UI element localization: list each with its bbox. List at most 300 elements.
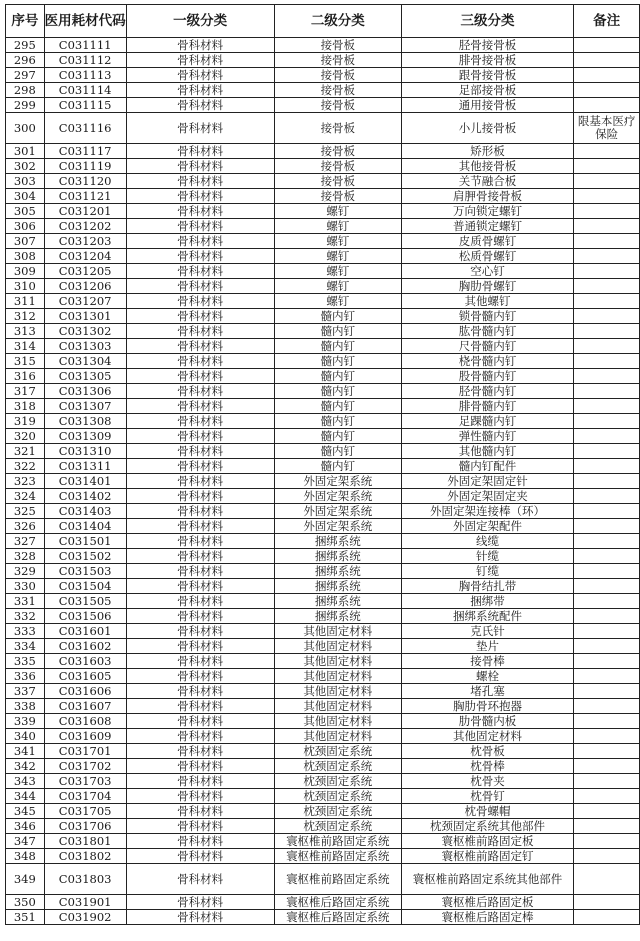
table-row bbox=[6, 519, 640, 534]
cell-seq: 343 bbox=[6, 774, 45, 789]
cell-code: C031120 bbox=[44, 174, 126, 189]
cell-level3: 外固定架固定针 bbox=[401, 474, 573, 489]
cell-level2: 外固定架系统 bbox=[274, 474, 401, 489]
cell-remark bbox=[574, 669, 640, 684]
consumables-classification-table bbox=[5, 4, 640, 925]
cell-code: C031705 bbox=[44, 804, 126, 819]
cell-level3: 肋骨髓内板 bbox=[401, 714, 573, 729]
cell-remark bbox=[574, 204, 640, 219]
cell-level1: 骨科材料 bbox=[126, 189, 274, 204]
cell-level1: 骨科材料 bbox=[126, 38, 274, 53]
cell-code: C031115 bbox=[44, 98, 126, 113]
cell-seq: 336 bbox=[6, 669, 45, 684]
cell-level3: 矫形板 bbox=[401, 144, 573, 159]
cell-seq: 317 bbox=[6, 384, 45, 399]
cell-level3: 肱骨髓内钉 bbox=[401, 324, 573, 339]
cell-code: C031702 bbox=[44, 759, 126, 774]
table-row bbox=[6, 474, 640, 489]
cell-level1: 骨科材料 bbox=[126, 849, 274, 864]
cell-level2: 捆绑系统 bbox=[274, 549, 401, 564]
cell-level1: 骨科材料 bbox=[126, 294, 274, 309]
cell-remark bbox=[574, 895, 640, 910]
table-row bbox=[6, 369, 640, 384]
cell-level2: 髓内钉 bbox=[274, 414, 401, 429]
cell-level2: 髓内钉 bbox=[274, 399, 401, 414]
cell-level1: 骨科材料 bbox=[126, 654, 274, 669]
cell-code: C031201 bbox=[44, 204, 126, 219]
cell-code: C031403 bbox=[44, 504, 126, 519]
cell-code: C031205 bbox=[44, 264, 126, 279]
cell-code: C031505 bbox=[44, 594, 126, 609]
cell-level3: 捆绑系统配件 bbox=[401, 609, 573, 624]
cell-level3: 胫骨髓内钉 bbox=[401, 384, 573, 399]
table-row bbox=[6, 759, 640, 774]
cell-level1: 骨科材料 bbox=[126, 744, 274, 759]
cell-level2: 外固定架系统 bbox=[274, 489, 401, 504]
cell-seq: 351 bbox=[6, 910, 45, 925]
cell-level2: 髓内钉 bbox=[274, 354, 401, 369]
cell-level2: 螺钉 bbox=[274, 264, 401, 279]
cell-remark bbox=[574, 504, 640, 519]
cell-level1: 骨科材料 bbox=[126, 113, 274, 144]
cell-remark bbox=[574, 714, 640, 729]
cell-level2: 枕颈固定系统 bbox=[274, 759, 401, 774]
table-row bbox=[6, 234, 640, 249]
cell-code: C031304 bbox=[44, 354, 126, 369]
cell-seq: 326 bbox=[6, 519, 45, 534]
cell-remark bbox=[574, 234, 640, 249]
cell-level1: 骨科材料 bbox=[126, 684, 274, 699]
cell-remark bbox=[574, 564, 640, 579]
cell-level3: 皮质骨螺钉 bbox=[401, 234, 573, 249]
cell-code: C031202 bbox=[44, 219, 126, 234]
cell-level3: 针缆 bbox=[401, 549, 573, 564]
cell-code: C031802 bbox=[44, 849, 126, 864]
cell-seq: 302 bbox=[6, 159, 45, 174]
cell-level2: 螺钉 bbox=[274, 234, 401, 249]
header-level1: 一级分类 bbox=[126, 5, 274, 38]
cell-code: C031605 bbox=[44, 669, 126, 684]
table-row bbox=[6, 714, 640, 729]
cell-level3: 足踝髓内钉 bbox=[401, 414, 573, 429]
cell-remark bbox=[574, 849, 640, 864]
cell-remark bbox=[574, 459, 640, 474]
cell-level2: 寰枢椎前路固定系统 bbox=[274, 864, 401, 895]
cell-level3: 胸骨结扎带 bbox=[401, 579, 573, 594]
cell-remark bbox=[574, 759, 640, 774]
cell-level2: 髓内钉 bbox=[274, 429, 401, 444]
cell-code: C031303 bbox=[44, 339, 126, 354]
cell-level3: 寰枢椎后路固定棒 bbox=[401, 910, 573, 925]
cell-level3: 外固定架配件 bbox=[401, 519, 573, 534]
cell-level1: 骨科材料 bbox=[126, 309, 274, 324]
cell-level2: 外固定架系统 bbox=[274, 504, 401, 519]
cell-level3: 枕骨棒 bbox=[401, 759, 573, 774]
cell-level3: 枕骨螺帽 bbox=[401, 804, 573, 819]
cell-seq: 303 bbox=[6, 174, 45, 189]
cell-level1: 骨科材料 bbox=[126, 759, 274, 774]
cell-seq: 318 bbox=[6, 399, 45, 414]
cell-level3: 腓骨接骨板 bbox=[401, 53, 573, 68]
cell-code: C031111 bbox=[44, 38, 126, 53]
cell-remark bbox=[574, 159, 640, 174]
cell-level1: 骨科材料 bbox=[126, 774, 274, 789]
cell-remark bbox=[574, 744, 640, 759]
cell-code: C031121 bbox=[44, 189, 126, 204]
cell-level1: 骨科材料 bbox=[126, 669, 274, 684]
cell-level1: 骨科材料 bbox=[126, 579, 274, 594]
cell-level2: 枕颈固定系统 bbox=[274, 744, 401, 759]
cell-seq: 344 bbox=[6, 789, 45, 804]
cell-level3: 普通锁定螺钉 bbox=[401, 219, 573, 234]
cell-level3: 足部接骨板 bbox=[401, 83, 573, 98]
cell-level1: 骨科材料 bbox=[126, 234, 274, 249]
cell-level1: 骨科材料 bbox=[126, 204, 274, 219]
cell-code: C031503 bbox=[44, 564, 126, 579]
cell-level1: 骨科材料 bbox=[126, 624, 274, 639]
header-remark: 备注 bbox=[574, 5, 640, 38]
cell-level3: 关节融合板 bbox=[401, 174, 573, 189]
cell-seq: 300 bbox=[6, 113, 45, 144]
cell-level2: 接骨板 bbox=[274, 144, 401, 159]
cell-remark bbox=[574, 219, 640, 234]
cell-code: C031703 bbox=[44, 774, 126, 789]
cell-level2: 螺钉 bbox=[274, 294, 401, 309]
cell-level1: 骨科材料 bbox=[126, 474, 274, 489]
table-row bbox=[6, 429, 640, 444]
cell-remark bbox=[574, 804, 640, 819]
cell-level3: 枕骨夹 bbox=[401, 774, 573, 789]
table-row bbox=[6, 444, 640, 459]
cell-level3: 桡骨髓内钉 bbox=[401, 354, 573, 369]
cell-level1: 骨科材料 bbox=[126, 159, 274, 174]
cell-level2: 接骨板 bbox=[274, 113, 401, 144]
cell-level2: 其他固定材料 bbox=[274, 654, 401, 669]
cell-code: C031114 bbox=[44, 83, 126, 98]
cell-level1: 骨科材料 bbox=[126, 789, 274, 804]
cell-remark: 限基本医疗保险 bbox=[574, 113, 640, 144]
cell-code: C031706 bbox=[44, 819, 126, 834]
cell-seq: 301 bbox=[6, 144, 45, 159]
cell-remark bbox=[574, 339, 640, 354]
cell-level2: 髓内钉 bbox=[274, 384, 401, 399]
header-code: 医用耗材代码 bbox=[44, 5, 126, 38]
cell-code: C031203 bbox=[44, 234, 126, 249]
cell-level1: 骨科材料 bbox=[126, 564, 274, 579]
cell-seq: 299 bbox=[6, 98, 45, 113]
cell-code: C031119 bbox=[44, 159, 126, 174]
cell-level2: 接骨板 bbox=[274, 83, 401, 98]
table-row bbox=[6, 895, 640, 910]
table-row bbox=[6, 279, 640, 294]
cell-level1: 骨科材料 bbox=[126, 609, 274, 624]
header-level2: 二级分类 bbox=[274, 5, 401, 38]
cell-remark bbox=[574, 639, 640, 654]
cell-remark bbox=[574, 294, 640, 309]
cell-remark bbox=[574, 249, 640, 264]
cell-code: C031602 bbox=[44, 639, 126, 654]
cell-code: C031309 bbox=[44, 429, 126, 444]
cell-level2: 捆绑系统 bbox=[274, 594, 401, 609]
cell-level1: 骨科材料 bbox=[126, 519, 274, 534]
cell-seq: 308 bbox=[6, 249, 45, 264]
table-row bbox=[6, 309, 640, 324]
cell-level1: 骨科材料 bbox=[126, 534, 274, 549]
cell-level1: 骨科材料 bbox=[126, 459, 274, 474]
cell-level2: 寰枢椎后路固定系统 bbox=[274, 895, 401, 910]
cell-seq: 346 bbox=[6, 819, 45, 834]
cell-level3: 万向锁定螺钉 bbox=[401, 204, 573, 219]
cell-remark bbox=[574, 684, 640, 699]
cell-level3: 外固定架连接棒（环） bbox=[401, 504, 573, 519]
table-row bbox=[6, 264, 640, 279]
cell-seq: 340 bbox=[6, 729, 45, 744]
cell-level1: 骨科材料 bbox=[126, 219, 274, 234]
cell-level3: 寰枢椎后路固定板 bbox=[401, 895, 573, 910]
table-row bbox=[6, 399, 640, 414]
cell-level2: 其他固定材料 bbox=[274, 714, 401, 729]
table-row bbox=[6, 174, 640, 189]
table-row bbox=[6, 774, 640, 789]
table-row bbox=[6, 804, 640, 819]
table-row bbox=[6, 249, 640, 264]
cell-code: C031504 bbox=[44, 579, 126, 594]
table-row bbox=[6, 414, 640, 429]
cell-remark bbox=[574, 144, 640, 159]
cell-seq: 342 bbox=[6, 759, 45, 774]
table-row bbox=[6, 684, 640, 699]
cell-level3: 枕颈固定系统其他部件 bbox=[401, 819, 573, 834]
cell-code: C031306 bbox=[44, 384, 126, 399]
cell-seq: 328 bbox=[6, 549, 45, 564]
cell-code: C031901 bbox=[44, 895, 126, 910]
cell-remark bbox=[574, 819, 640, 834]
cell-level1: 骨科材料 bbox=[126, 714, 274, 729]
table-row bbox=[6, 744, 640, 759]
table-row bbox=[6, 68, 640, 83]
table-row bbox=[6, 594, 640, 609]
cell-code: C031112 bbox=[44, 53, 126, 68]
cell-level2: 捆绑系统 bbox=[274, 534, 401, 549]
cell-level1: 骨科材料 bbox=[126, 53, 274, 68]
table-row bbox=[6, 564, 640, 579]
cell-code: C031207 bbox=[44, 294, 126, 309]
cell-level2: 髓内钉 bbox=[274, 324, 401, 339]
cell-seq: 338 bbox=[6, 699, 45, 714]
cell-level3: 垫片 bbox=[401, 639, 573, 654]
cell-level3: 外固定架固定夹 bbox=[401, 489, 573, 504]
cell-level1: 骨科材料 bbox=[126, 279, 274, 294]
table-row bbox=[6, 384, 640, 399]
cell-level1: 骨科材料 bbox=[126, 369, 274, 384]
header-seq: 序号 bbox=[6, 5, 45, 38]
cell-level2: 接骨板 bbox=[274, 53, 401, 68]
cell-seq: 297 bbox=[6, 68, 45, 83]
cell-seq: 347 bbox=[6, 834, 45, 849]
cell-level3: 小儿接骨板 bbox=[401, 113, 573, 144]
cell-code: C031117 bbox=[44, 144, 126, 159]
cell-seq: 316 bbox=[6, 369, 45, 384]
table-row bbox=[6, 204, 640, 219]
cell-remark bbox=[574, 609, 640, 624]
cell-level2: 捆绑系统 bbox=[274, 609, 401, 624]
cell-code: C031704 bbox=[44, 789, 126, 804]
cell-level1: 骨科材料 bbox=[126, 98, 274, 113]
cell-level1: 骨科材料 bbox=[126, 864, 274, 895]
cell-seq: 307 bbox=[6, 234, 45, 249]
header-level3: 三级分类 bbox=[401, 5, 573, 38]
table-row bbox=[6, 789, 640, 804]
cell-code: C031307 bbox=[44, 399, 126, 414]
table-row bbox=[6, 53, 640, 68]
cell-level2: 接骨板 bbox=[274, 38, 401, 53]
cell-code: C031607 bbox=[44, 699, 126, 714]
cell-level2: 捆绑系统 bbox=[274, 564, 401, 579]
cell-seq: 315 bbox=[6, 354, 45, 369]
table-row bbox=[6, 849, 640, 864]
cell-remark bbox=[574, 279, 640, 294]
cell-level3: 胸肋骨环抱器 bbox=[401, 699, 573, 714]
table-row bbox=[6, 98, 640, 113]
table-row bbox=[6, 83, 640, 98]
cell-level3: 胸肋骨螺钉 bbox=[401, 279, 573, 294]
cell-level3: 松质骨螺钉 bbox=[401, 249, 573, 264]
table-row bbox=[6, 339, 640, 354]
cell-remark bbox=[574, 699, 640, 714]
cell-remark bbox=[574, 489, 640, 504]
cell-seq: 304 bbox=[6, 189, 45, 204]
cell-level2: 螺钉 bbox=[274, 219, 401, 234]
cell-level1: 骨科材料 bbox=[126, 264, 274, 279]
cell-level1: 骨科材料 bbox=[126, 354, 274, 369]
table-row bbox=[6, 654, 640, 669]
cell-level3: 堵孔塞 bbox=[401, 684, 573, 699]
table-row bbox=[6, 489, 640, 504]
cell-level1: 骨科材料 bbox=[126, 834, 274, 849]
cell-level1: 骨科材料 bbox=[126, 324, 274, 339]
cell-level2: 接骨板 bbox=[274, 174, 401, 189]
cell-code: C031801 bbox=[44, 834, 126, 849]
cell-seq: 296 bbox=[6, 53, 45, 68]
cell-remark bbox=[574, 534, 640, 549]
cell-remark bbox=[574, 579, 640, 594]
cell-level3: 空心钉 bbox=[401, 264, 573, 279]
cell-level1: 骨科材料 bbox=[126, 895, 274, 910]
cell-level3: 其他髓内钉 bbox=[401, 444, 573, 459]
cell-level2: 接骨板 bbox=[274, 68, 401, 83]
table-row bbox=[6, 504, 640, 519]
cell-level2: 接骨板 bbox=[274, 189, 401, 204]
cell-level3: 髓内钉配件 bbox=[401, 459, 573, 474]
cell-level1: 骨科材料 bbox=[126, 549, 274, 564]
cell-level3: 枕骨钉 bbox=[401, 789, 573, 804]
cell-level3: 锁骨髓内钉 bbox=[401, 309, 573, 324]
cell-code: C031308 bbox=[44, 414, 126, 429]
cell-remark bbox=[574, 834, 640, 849]
cell-level1: 骨科材料 bbox=[126, 489, 274, 504]
cell-remark bbox=[574, 53, 640, 68]
cell-remark bbox=[574, 83, 640, 98]
cell-level1: 骨科材料 bbox=[126, 804, 274, 819]
cell-remark bbox=[574, 309, 640, 324]
cell-seq: 332 bbox=[6, 609, 45, 624]
cell-remark bbox=[574, 384, 640, 399]
table-row bbox=[6, 864, 640, 895]
cell-remark bbox=[574, 264, 640, 279]
cell-level1: 骨科材料 bbox=[126, 339, 274, 354]
cell-code: C031701 bbox=[44, 744, 126, 759]
cell-seq: 348 bbox=[6, 849, 45, 864]
cell-code: C031301 bbox=[44, 309, 126, 324]
cell-remark bbox=[574, 399, 640, 414]
table-row bbox=[6, 609, 640, 624]
cell-level1: 骨科材料 bbox=[126, 910, 274, 925]
cell-code: C031113 bbox=[44, 68, 126, 83]
cell-code: C031902 bbox=[44, 910, 126, 925]
classification-table-container bbox=[5, 4, 640, 925]
cell-level1: 骨科材料 bbox=[126, 414, 274, 429]
cell-code: C031502 bbox=[44, 549, 126, 564]
cell-level2: 髓内钉 bbox=[274, 339, 401, 354]
cell-code: C031803 bbox=[44, 864, 126, 895]
cell-level2: 寰枢椎前路固定系统 bbox=[274, 849, 401, 864]
cell-level3: 其他固定材料 bbox=[401, 729, 573, 744]
cell-level2: 枕颈固定系统 bbox=[274, 804, 401, 819]
table-row bbox=[6, 834, 640, 849]
cell-level2: 螺钉 bbox=[274, 204, 401, 219]
cell-level1: 骨科材料 bbox=[126, 174, 274, 189]
cell-level2: 其他固定材料 bbox=[274, 699, 401, 714]
cell-seq: 339 bbox=[6, 714, 45, 729]
cell-level3: 寰枢椎前路固定板 bbox=[401, 834, 573, 849]
cell-seq: 320 bbox=[6, 429, 45, 444]
table-row bbox=[6, 189, 640, 204]
cell-level1: 骨科材料 bbox=[126, 83, 274, 98]
cell-code: C031608 bbox=[44, 714, 126, 729]
cell-remark bbox=[574, 594, 640, 609]
cell-remark bbox=[574, 910, 640, 925]
cell-seq: 312 bbox=[6, 309, 45, 324]
cell-seq: 330 bbox=[6, 579, 45, 594]
cell-level1: 骨科材料 bbox=[126, 68, 274, 83]
table-row bbox=[6, 159, 640, 174]
cell-seq: 314 bbox=[6, 339, 45, 354]
cell-seq: 305 bbox=[6, 204, 45, 219]
cell-seq: 337 bbox=[6, 684, 45, 699]
cell-level2: 螺钉 bbox=[274, 279, 401, 294]
cell-code: C031206 bbox=[44, 279, 126, 294]
cell-level3: 螺栓 bbox=[401, 669, 573, 684]
table-row bbox=[6, 639, 640, 654]
table-row bbox=[6, 294, 640, 309]
cell-remark bbox=[574, 654, 640, 669]
cell-level1: 骨科材料 bbox=[126, 639, 274, 654]
cell-seq: 350 bbox=[6, 895, 45, 910]
cell-level3: 寰枢椎前路固定钉 bbox=[401, 849, 573, 864]
cell-level2: 其他固定材料 bbox=[274, 684, 401, 699]
cell-seq: 324 bbox=[6, 489, 45, 504]
cell-level1: 骨科材料 bbox=[126, 444, 274, 459]
cell-level3: 线缆 bbox=[401, 534, 573, 549]
cell-remark bbox=[574, 68, 640, 83]
cell-code: C031305 bbox=[44, 369, 126, 384]
cell-seq: 331 bbox=[6, 594, 45, 609]
cell-seq: 325 bbox=[6, 504, 45, 519]
cell-level2: 捆绑系统 bbox=[274, 579, 401, 594]
cell-level3: 尺骨髓内钉 bbox=[401, 339, 573, 354]
table-row bbox=[6, 144, 640, 159]
table-row bbox=[6, 624, 640, 639]
